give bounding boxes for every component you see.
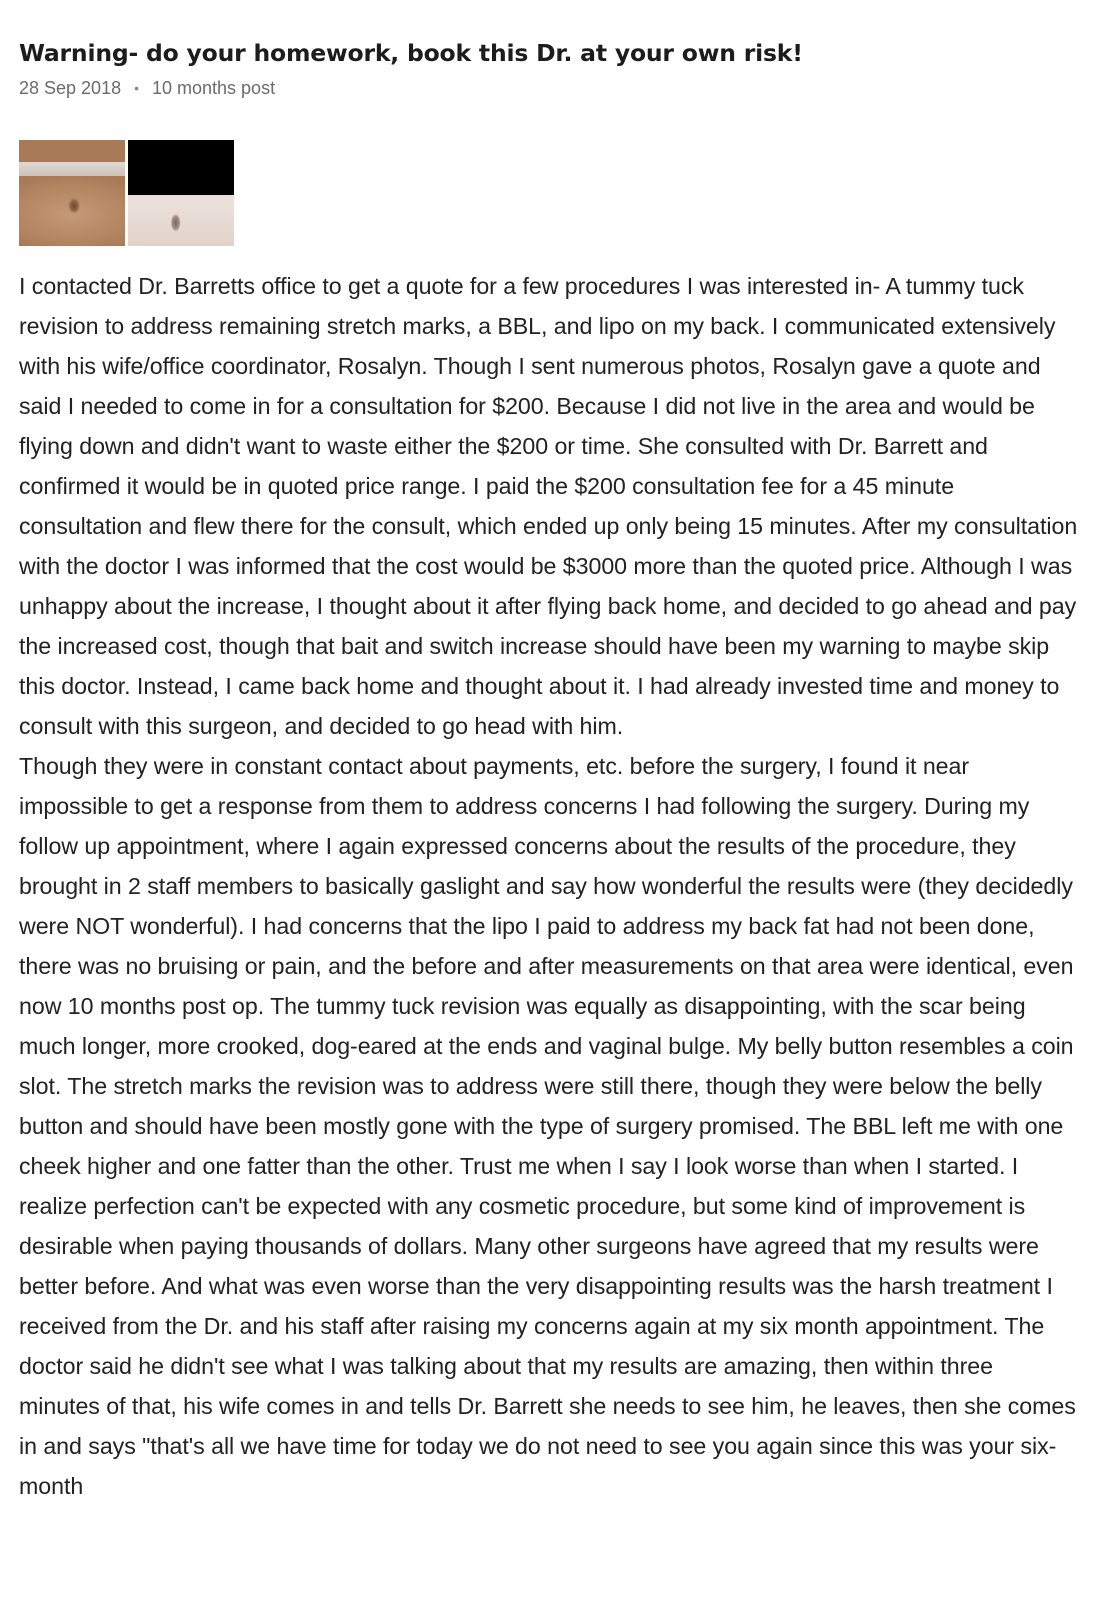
before-photo-thumbnail[interactable]: [19, 140, 125, 246]
review-title: Warning- do your homework, book this Dr. at your own risk!: [19, 39, 803, 67]
review-paragraph: I contacted Dr. Barretts office to get a quote for a few procedures I was interested in- A tummy tuck revision to address remaining stretch marks, a BBL, and lipo on my back. I communicated extensively with his wife/office coordinator, Rosalyn. Though I sent numerous photos, Rosalyn gave a quote and said I needed to come in for a consultation for $200. Because I did not live in the area and would be flying down and didn't want to waste either the $200 or time. She consulted with Dr. Barrett and confirmed it would be in quoted price range. I paid the $200 consultation fee for a 45 minute consultation and flew there for the consult, which ended up only being 15 minutes. After my consultation with the doctor I was informed that the cost would be $3000 more than the quoted price. Although I was unhappy about the increase, I thought about it after flying back home, and decided to go ahead and pay the increased cost, though that bait and switch increase should have been my warning to maybe skip this doctor. Instead, I came back home and thought about it. I had already invested time and money to consult with this surgeon, and decided to go head with him.: [19, 273, 1078, 739]
meta-separator: •: [134, 80, 139, 96]
after-photo-thumbnail[interactable]: [128, 140, 234, 246]
review-paragraph: Though they were in constant contact about payments, etc. before the surgery, I found it near impossible to get a response from them to address concerns I had following the surgery. During my follow up appointment, where I again expressed concerns about the results of the procedure, they brought in 2 staff members to basically gaslight and say how wonderful the results were (they decidedly were NOT wonderful). I had concerns that the lipo I paid to address my back fat had not been done, there was no bruising or pain, and the before and after measurements on that area were identical, even now 10 months post op. The tummy tuck revision was equally as disappointing, with the scar being much longer, more crooked, dog-eared at the ends and vaginal bulge. My belly button resembles a coin slot. The stretch marks the revision was to address were still there, though they were below the belly button and should have been mostly gone with the type of surgery promised. The BBL left me with one cheek higher and one fatter than the other. Trust me when I say I look worse than when I started. I realize perfection can't be expected with any cosmetic procedure, but some kind of improvement is desirable when paying thousands of dollars. Many other surgeons have agreed that my results were better before. And what was even worse than the very disappointing results was the harsh treatment I received from the Dr. and his staff after raising my concerns again at my six month appointment. The doctor said he didn't see what I was talking about that my results are amazing, then within three minutes of that, his wife comes in and tells Dr. Barrett she needs to see him, he leaves, then she comes in and says "that's all we have time for today we do not need to see you again since this was your six-month: [19, 753, 1076, 1499]
post-status: 10 months post: [152, 78, 276, 98]
review-body: [19, 266, 1079, 1506]
review-meta: [19, 76, 1079, 100]
photo-gallery: [19, 140, 1079, 246]
review-date: 28 Sep 2018: [19, 78, 122, 98]
